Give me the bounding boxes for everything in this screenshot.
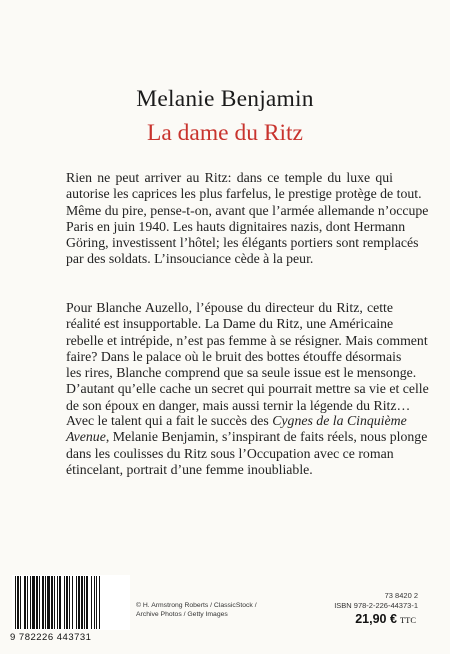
- price-value: 21,90 €: [355, 612, 397, 626]
- barcode-bar: [96, 576, 97, 629]
- book-author: Melanie Benjamin: [136, 86, 314, 112]
- photo-credit-line: © H. Armstrong Roberts / ClassicStock /: [136, 602, 257, 609]
- barcode-bar: [39, 576, 40, 629]
- blurb-line: Rien ne peut arriver au Ritz: dans ce temple du luxe qui: [66, 170, 393, 185]
- barcode-bar: [78, 576, 80, 629]
- barcode-bar: [59, 576, 61, 629]
- product-code: 73 8420 2: [384, 591, 418, 600]
- blurb-line: étincelant, portrait d’une femme inoubliable.: [66, 461, 313, 477]
- blurb-line: de son époux en danger, mais aussi ternir la légende du Ritz…: [66, 397, 411, 413]
- blurb-line: dans les coulisses du Ritz sous l’Occupation avec ce roman: [66, 445, 394, 461]
- blurb-line: Paris en juin 1940. Les hauts dignitaires nazis, dont Hermann: [66, 218, 406, 234]
- blurb-line: autorise les caprices les plus farfelus, le prestige protège de tout.: [66, 186, 422, 202]
- blurb-text: , Melanie Benjamin, s’inspirant de faits réels, nous plonge: [105, 429, 428, 445]
- barcode-bar: [69, 576, 70, 629]
- barcode-bar: [45, 576, 46, 629]
- price-suffix: TTC: [399, 615, 416, 625]
- barcode-bar: [54, 576, 55, 629]
- barcode-bar: [91, 576, 92, 629]
- barcode-bar: [15, 576, 16, 629]
- blurb-line: par des soldats. L’insouciance cède à la peur.: [66, 251, 314, 267]
- barcode-bar: [27, 576, 28, 629]
- photo-credit: [136, 602, 257, 619]
- barcode-bar: [86, 576, 88, 629]
- barcode-bar: [81, 576, 83, 629]
- barcode-bar: [72, 576, 73, 629]
- barcode-bar: [32, 576, 35, 629]
- barcode-bar: [76, 576, 77, 629]
- barcode-bar: [20, 576, 21, 629]
- barcode-bar: [64, 576, 65, 629]
- barcode-bar: [47, 576, 50, 629]
- barcode-bar: [84, 576, 85, 629]
- blurb-line: Même du pire, pense-t-on, avant que l’armée allemande n’occupe: [66, 202, 429, 218]
- blurb-book-reference: Cygnes de la Cinquième: [272, 413, 407, 428]
- barcode-bar: [66, 576, 68, 629]
- barcode-bar: [42, 576, 44, 629]
- barcode-number: 9 782226 443731: [10, 632, 92, 643]
- publication-codes: [334, 591, 418, 610]
- blurb-line: rebelle et intrépide, n’est pas femme à se résigner. Mais comment: [66, 332, 428, 348]
- barcode-bar: [30, 576, 31, 629]
- isbn: ISBN 978-2-226-44373-1: [334, 600, 418, 610]
- blurb-line: réalité est insupportable. La Dame du Ritz, une Américaine: [66, 316, 394, 332]
- book-title: La dame du Ritz: [147, 120, 303, 146]
- blurb-paragraph-1: [66, 170, 429, 268]
- blurb-line: [66, 429, 428, 445]
- blurb-line: faire? Dans le palace où le bruit des bottes étouffe désormais: [66, 348, 402, 364]
- blurb-text: Avec le talent qui a fait le succès des: [66, 413, 273, 428]
- barcode-bar: [51, 576, 53, 629]
- blurb-line: Pour Blanche Auzello, l’épouse du directeur du Ritz, cette: [66, 300, 393, 315]
- photo-credit-line: Archive Photos / Getty Images: [136, 610, 228, 618]
- blurb-paragraph-2: [66, 300, 429, 414]
- price: [355, 612, 416, 626]
- barcode-bar: [17, 576, 19, 629]
- blurb-line: [66, 413, 407, 429]
- barcode-bar: [99, 576, 100, 629]
- blurb-paragraph-3: [66, 413, 428, 478]
- barcode-bar: [36, 576, 38, 629]
- barcode-bar: [57, 576, 58, 629]
- barcode-bar: [94, 576, 95, 629]
- blurb-line: D’autant qu’elle cache un secret qui pourrait mettre sa vie et celle: [66, 381, 429, 397]
- blurb-line: les rires, Blanche comprend que sa seule issue est le mensonge.: [66, 365, 417, 381]
- blurb-line: Göring, investissent l’hôtel; les élégants portiers sont remplacés: [66, 235, 419, 251]
- blurb-book-reference: Avenue: [66, 429, 106, 445]
- barcode: [12, 575, 130, 630]
- barcode-bar: [24, 576, 26, 629]
